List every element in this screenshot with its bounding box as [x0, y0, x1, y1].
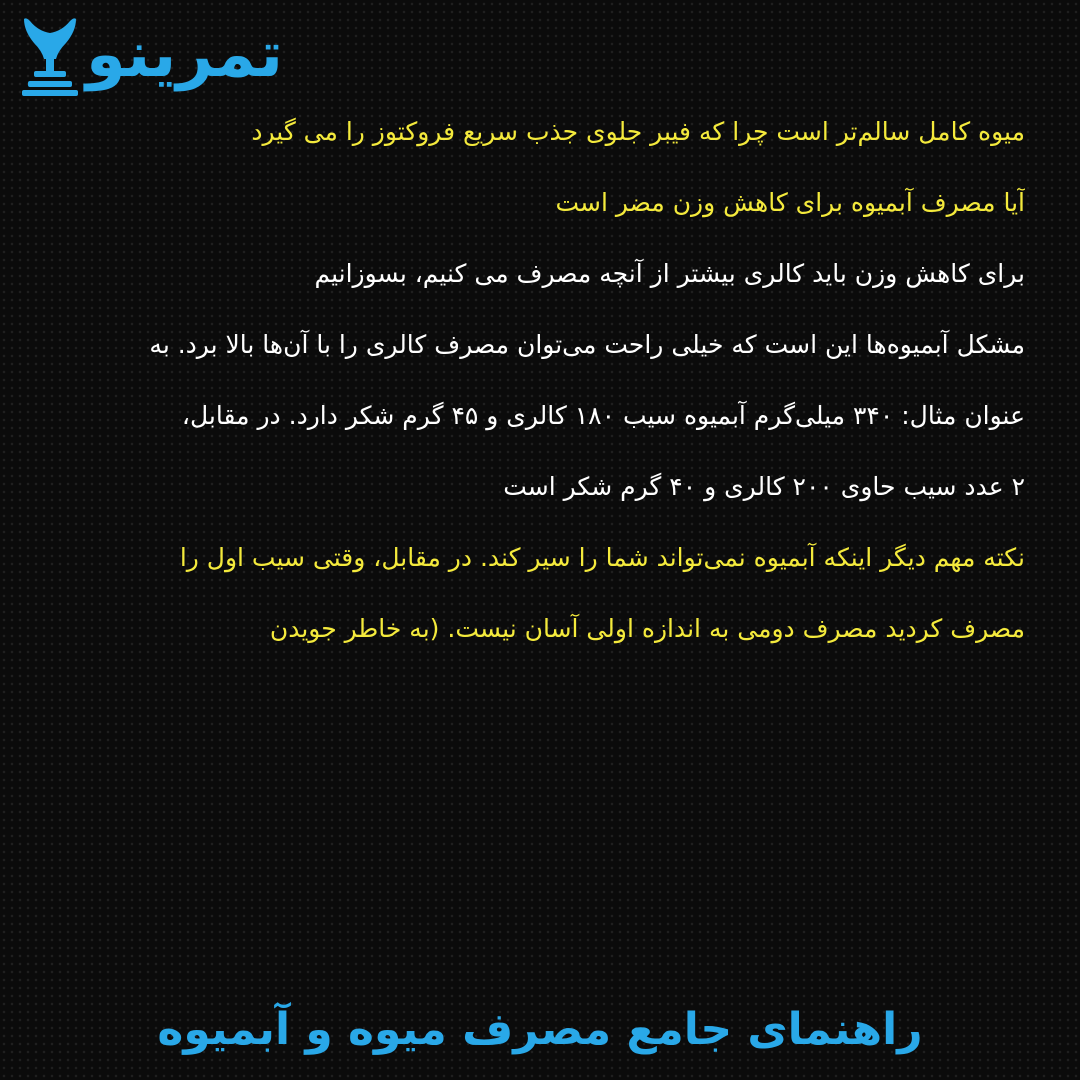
paragraph-line: ۲ عدد سیب حاوی ۲۰۰ کالری و ۴۰ گرم شکر است — [503, 472, 1025, 501]
paragraph-line: آیا مصرف آبمیوه برای کاهش وزن مضر است — [555, 188, 1025, 217]
brand-logo — [18, 10, 438, 100]
paragraph-line: برای کاهش وزن باید کالری بیشتر از آنچه مصرف می کنیم، بسوزانیم — [314, 259, 1025, 288]
paragraph-line: مشکل آبمیوه‌ها این است که خیلی راحت می‌توان مصرف کالری را با آن‌ها بالا برد. به — [149, 330, 1025, 359]
paragraph-line: عنوان مثال: ۳۴۰ میلی‌گرم آبمیوه سیب ۱۸۰ کالری و ۴۵ گرم شکر دارد. در مقابل، — [181, 401, 1025, 430]
footer-title: راهنمای جامع مصرف میوه و آبمیوه — [157, 1004, 923, 1055]
trophy-cup-icon — [18, 13, 82, 97]
paragraph-line: نکته مهم دیگر اینکه آبمیوه نمی‌تواند شما را سیر کند. در مقابل، وقتی سیب اول را — [179, 543, 1025, 572]
paragraph-line: مصرف کردید مصرف دومی به اندازه اولی آسان نیست. (به خاطر جویدن — [269, 614, 1025, 643]
article-body — [40, 96, 1025, 664]
brand-name: تمرینو — [86, 18, 284, 92]
paragraph-line: میوه کامل سالم‌تر است چرا که فیبر جلوی جذب سریع فروکتوز را می گیرد — [251, 117, 1025, 146]
